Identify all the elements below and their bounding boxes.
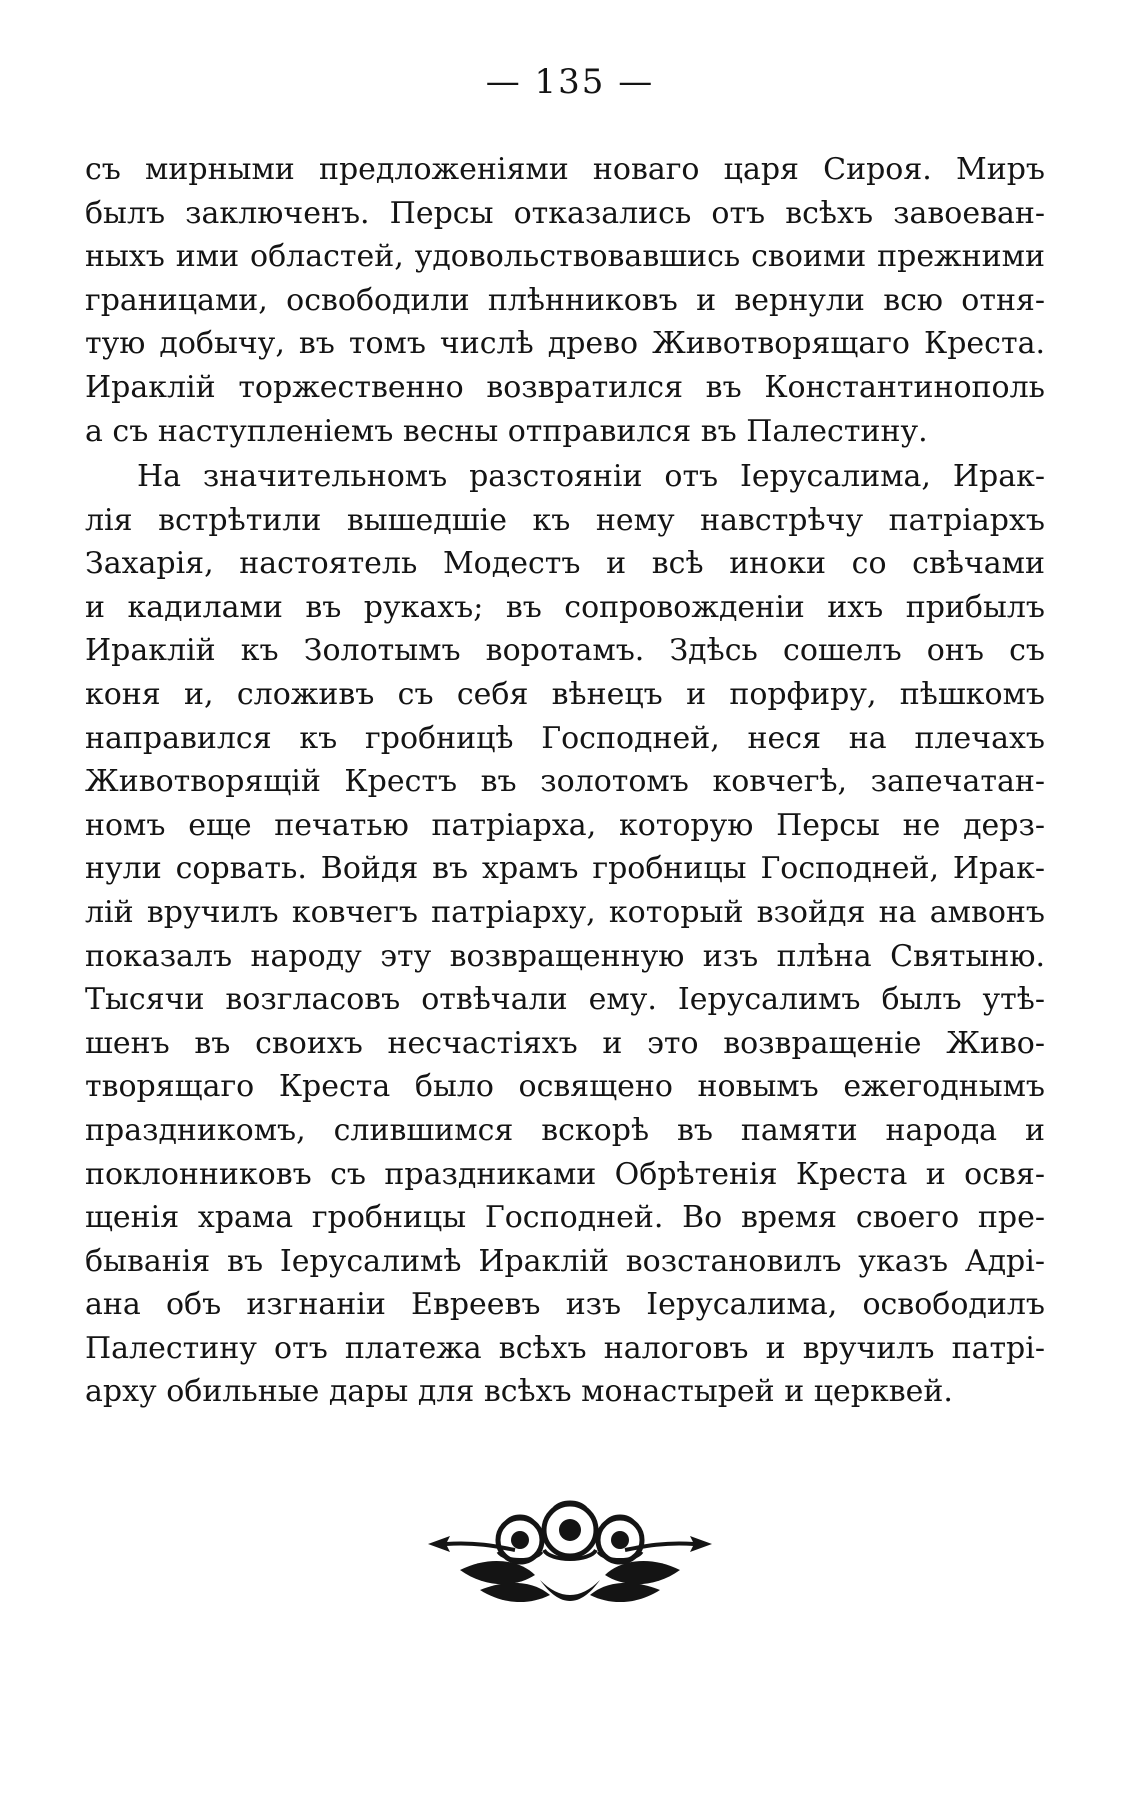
text-line: Тысячи возгласовъ отвѣчали ему. Іерусалимъ былъ утѣ- [85,982,1045,1018]
text-line: шенъ въ своихъ несчастіяхъ и это возвращеніе Живо- [85,1025,1045,1061]
text-line: Ираклій торжественно возвратился въ Константинополь [85,369,1045,405]
text-line: тую добычу, въ томъ числѣ древо Животворящаго Креста. [85,326,1045,362]
text-line: показалъ народу эту возвращенную изъ плѣна Святыню. [85,938,1045,974]
floral-tailpiece-icon [420,1500,720,1610]
text-line: щенія храма гробницы Господней. Во время своего пре- [85,1200,1045,1236]
text-line: поклонниковъ съ праздниками Обрѣтенія Креста и освя- [85,1156,1045,1192]
text-line: Палестину отъ платежа всѣхъ налоговъ и вручилъ патрі- [85,1330,1045,1366]
paragraph-1 [85,148,1045,453]
text-line: нули сорвать. Войдя въ храмъ гробницы Господней, Ирак- [85,851,1045,887]
text-line: съ мирными предложеніями новаго царя Сироя. Миръ [85,152,1045,187]
text-line: коня и, сложивъ съ себя вѣнецъ и порфиру, пѣшкомъ [85,676,1045,712]
text-line: ана объ изгнаніи Евреевъ изъ Іерусалима, освободилъ [85,1287,1045,1323]
text-line: Ираклій къ Золотымъ воротамъ. Здѣсь сошелъ онъ съ [85,633,1045,669]
text-line: праздникомъ, слившимся вскорѣ въ памяти народа и [85,1112,1045,1148]
text-line: ныхъ ими областей, удовольствовавшись своими прежними [85,239,1045,275]
text-line: быванія въ Іерусалимѣ Ираклій возстановилъ указъ Адрі- [85,1243,1045,1279]
page-number: — 135 — [485,62,655,102]
paragraph-2 [85,455,1045,1414]
text-line: лій вручилъ ковчегъ патріарху, который взойдя на амвонъ [85,894,1045,930]
text-line: а съ наступленіемъ весны отправился въ Палестину. [85,413,928,449]
text-line: лія встрѣтили вышедшіе къ нему навстрѣчу патріархъ [85,502,1045,538]
text-line: былъ заключенъ. Персы отказались отъ всѣхъ завоеван- [85,195,1045,231]
text-line: творящаго Креста было освящено новымъ ежегоднымъ [85,1069,1045,1105]
text-line: направился къ гробницѣ Господней, неся на плечахъ [85,720,1045,756]
text-line: арху обильные дары для всѣхъ монастырей и церквей. [85,1374,953,1410]
text-line: границами, освободили плѣнниковъ и вернули всю отня- [85,282,1045,318]
text-line: Животворящій Крестъ въ золотомъ ковчегѣ, запечатан- [85,764,1045,800]
text-line: Захарія, настоятель Модестъ и всѣ иноки со свѣчами [85,546,1045,582]
text-line: На значительномъ разстояніи отъ Іерусалима, Ирак- [137,459,1045,494]
text-line: и кадилами въ рукахъ; въ сопровожденіи ихъ прибылъ [85,589,1045,625]
text-line: номъ еще печатью патріарха, которую Персы не дерз- [85,807,1045,843]
